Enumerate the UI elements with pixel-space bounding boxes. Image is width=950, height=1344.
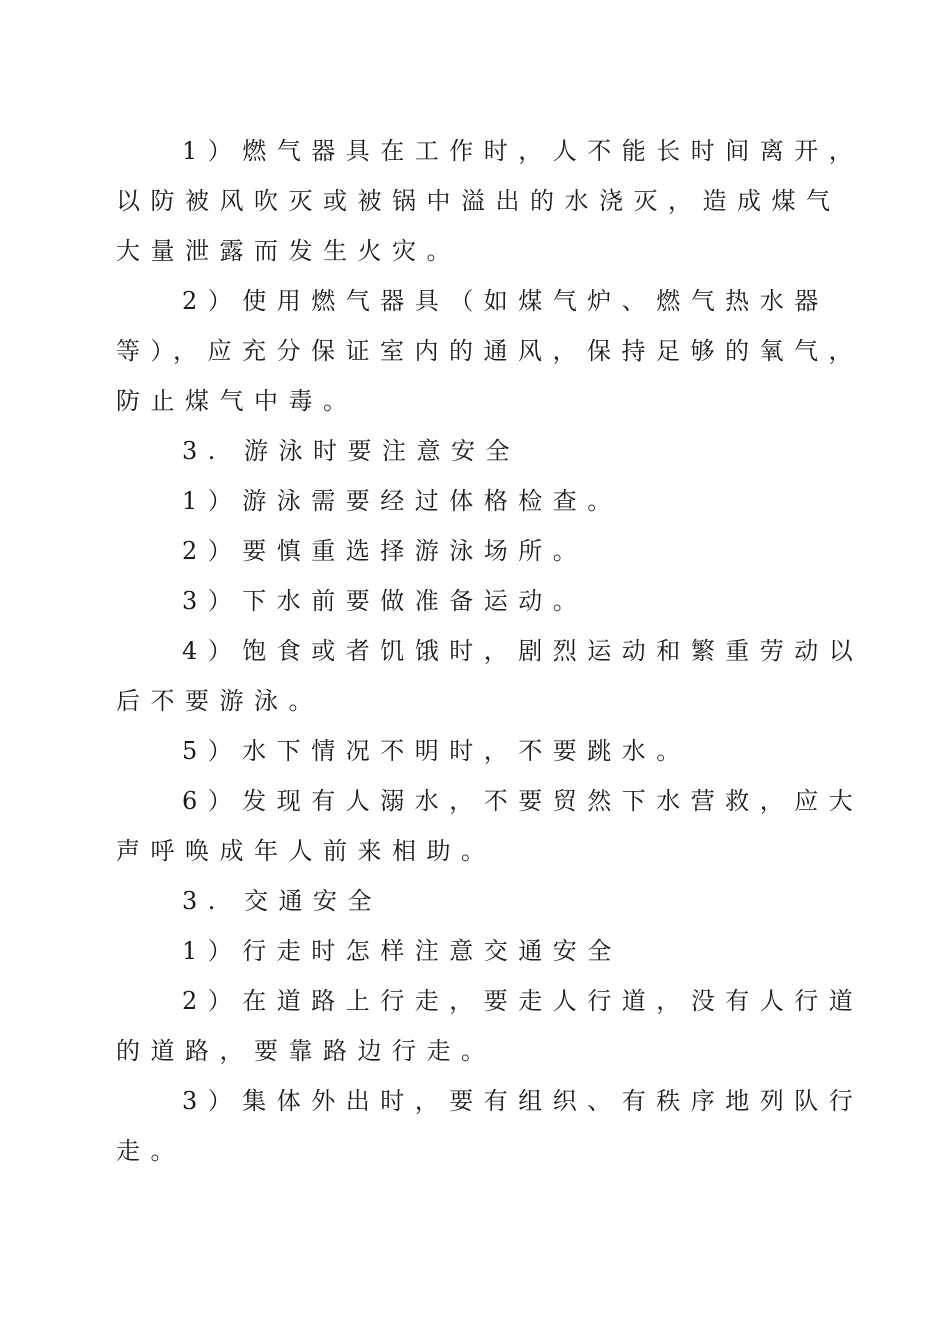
section-heading: 3. 交通安全: [182, 887, 383, 915]
text-line: 大量泄露而发生火灾。: [116, 237, 461, 265]
text-line: 4）饱食或者饥饿时，剧烈运动和繁重劳动以: [182, 637, 864, 665]
text-line: 的道路，要靠路边行走。: [116, 1037, 496, 1065]
text-line: 6）发现有人溺水，不要贸然下水营救，应大: [182, 787, 864, 815]
text-line: 走。: [116, 1137, 185, 1165]
text-line: 等），应充分保证室内的通风，保持足够的氧气，: [116, 337, 863, 365]
text-line: 1）行走时怎样注意交通安全: [182, 937, 622, 965]
text-line: 以防被风吹灭或被锅中溢出的水浇灭，造成煤气: [116, 187, 841, 215]
text-line: 防止煤气中毒。: [116, 387, 358, 415]
text-line: 3）下水前要做准备运动。: [182, 587, 588, 615]
text-line: 2）使用燃气器具（如煤气炉、燃气热水器: [182, 287, 829, 315]
text-line: 2）要慎重选择游泳场所。: [182, 537, 588, 565]
document-body: [116, 126, 864, 1176]
section-heading: 3. 游泳时要注意安全: [182, 437, 521, 465]
text-line: 3）集体外出时，要有组织、有秩序地列队行: [182, 1087, 864, 1115]
text-line: 1）游泳需要经过体格检查。: [182, 487, 622, 515]
text-line: 1）燃气器具在工作时，人不能长时间离开，: [182, 137, 864, 165]
text-line: 2）在道路上行走，要走人行道，没有人行道: [182, 987, 864, 1015]
text-line: 后不要游泳。: [116, 687, 323, 715]
text-line: 声呼唤成年人前来相助。: [116, 837, 496, 865]
text-line: 5）水下情况不明时，不要跳水。: [182, 737, 691, 765]
